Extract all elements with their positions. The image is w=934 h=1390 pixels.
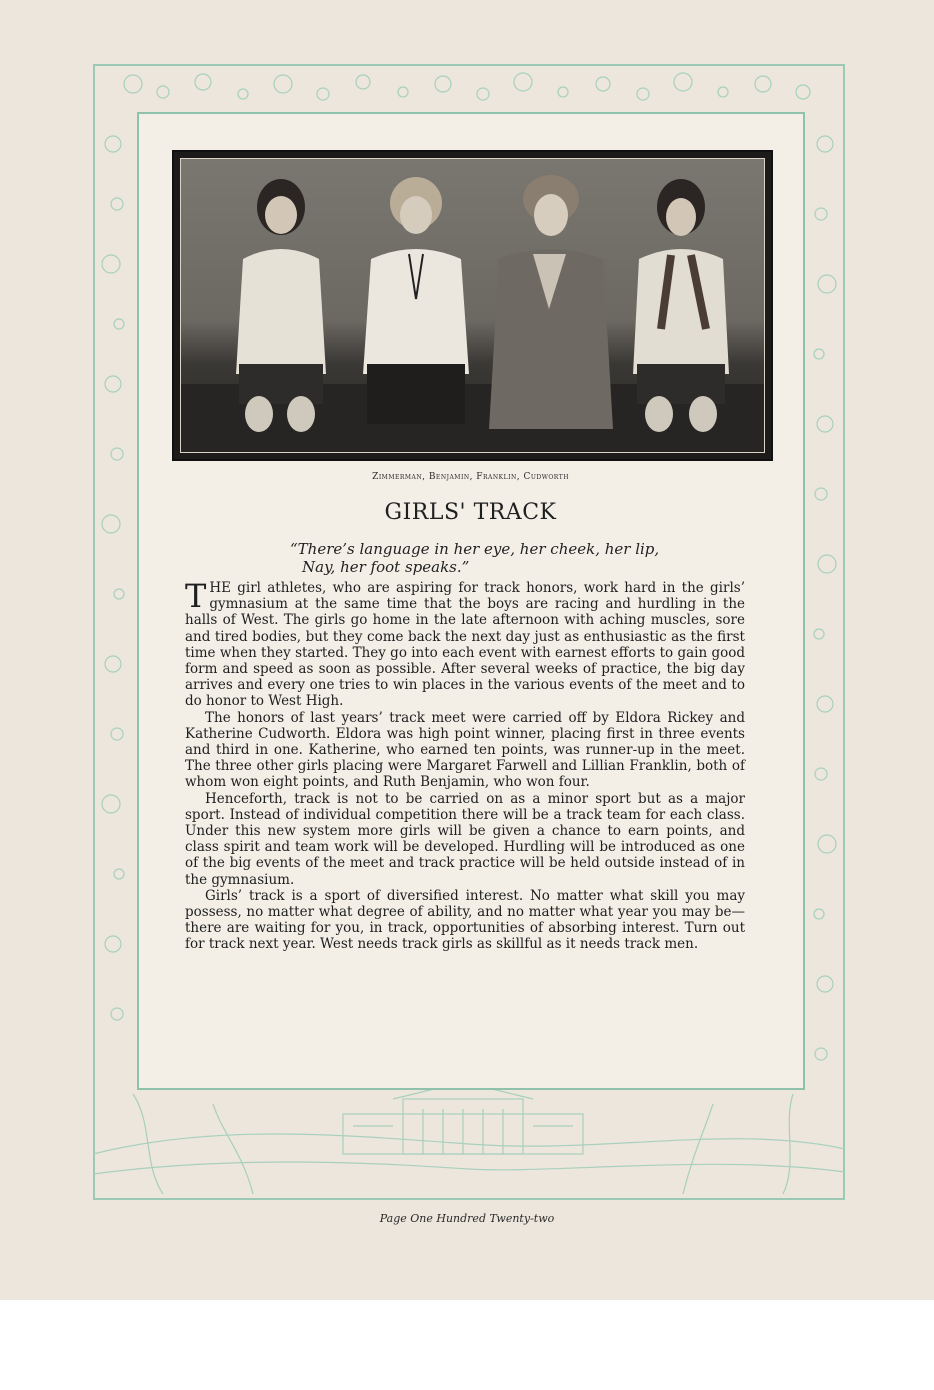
drop-cap: T bbox=[185, 577, 207, 615]
paragraph-1 bbox=[185, 577, 745, 710]
figure-2 bbox=[363, 177, 469, 424]
epigraph-line-1: “There’s language in her eye, her cheek, her lip, bbox=[290, 540, 660, 558]
epigraph-line-2: Nay, her foot speaks.” bbox=[302, 558, 470, 576]
paragraph-1-text: HE girl athletes, who are aspiring for track honors, work hard in the girls’ gymnasium at the same time that the boys are racing and hurdling in the halls of West. The girls go home in the late afternoon with aching muscles, sore and tired bodies, but they come back the next day just as enthusiastic as the first time when they started. They go into each event with earnest efforts to gain good form and speed as soon as possible. After several weeks of practice, the big day arrives and every one tries to win places in the various events of the meet and to do honor to West High. bbox=[185, 580, 745, 710]
article-body bbox=[185, 577, 745, 953]
page-number: Page One Hundred Twenty-two bbox=[379, 1212, 555, 1225]
figure-3 bbox=[489, 175, 613, 429]
photo-caption: Zimmerman, Benjamin, Franklin, Cudworth bbox=[372, 472, 569, 482]
paragraph-3: Henceforth, track is not to be carried on as a minor sport but as a major sport. Instead of individual competition there will be a track team for each class. Under this new system more girls will be given a chance to earn points, and class spirit and team work will be developed. Hurdling will be introduced as one of the big events of the meet and track practice will be held outside instead of in the gymnasium. bbox=[185, 790, 745, 888]
epigraph bbox=[290, 540, 710, 576]
paragraph-2: The honors of last years’ track meet were carried off by Eldora Rickey and Katherine Cudworth. Eldora was high point winner, placing first in three events and third in one. Katherine, who earned ten points, was runner-up in the meet. The three other girls placing were Margaret Farwell and Lillian Franklin, both of whom won eight points, and Ruth Benjamin, who won four. bbox=[185, 709, 745, 791]
article-title: GIRLS' TRACK bbox=[384, 500, 557, 525]
photo-frame bbox=[180, 158, 765, 453]
photo-figures bbox=[181, 159, 764, 452]
figure-1 bbox=[236, 179, 326, 432]
paragraph-4: Girls’ track is a sport of diversified interest. No matter what skill you may possess, no matter what degree of ability, and no matter what year you may be—there are waiting for you, in track, opportunities of absorbing interest. Turn out for track next year. West needs track girls as skillful as it needs track men. bbox=[185, 887, 745, 953]
team-photo bbox=[172, 150, 773, 461]
figure-4 bbox=[633, 179, 729, 432]
